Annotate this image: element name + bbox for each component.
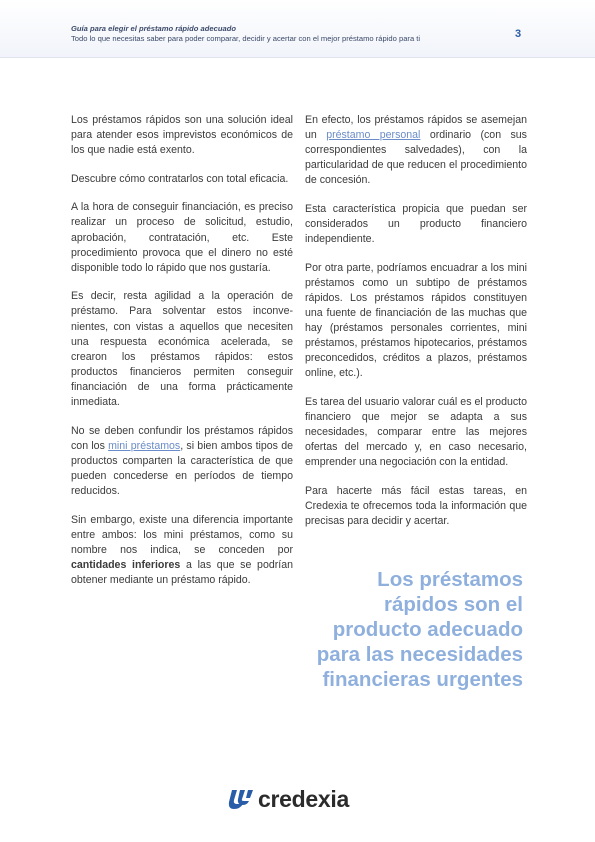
brand-name: credexia [258,785,349,812]
credexia-logo-mark-icon [228,787,256,811]
paragraph: Esta característica propicia que puedan ser considerados un producto financiero independiente. [305,202,527,246]
paragraph-text: , si bien ambos tipos de productos comparten la característica de que pueden concederse en períodos de tiempo reducidos. [71,439,294,497]
left-column [71,113,293,602]
prestamo-personal-link[interactable]: préstamo personal [326,129,421,142]
pull-quote: Los préstamos rápidos son el producto adecuado para las necesidades financieras urgentes [316,568,523,691]
paragraph [71,513,293,588]
paragraph [71,424,293,499]
paragraph: Los préstamos rápidos son una solución ideal para atender esos imprevistos económicos de los que nadie está exento. [71,114,293,157]
page-number: 3 [515,28,522,40]
paragraph: Es tarea del usuario valorar cuál es el producto financiero que mejor se adapta a sus necesidades, comparar entre las mejores ofertas del mercado y, en caso necesario, emprender una negociación con la entidad. [305,396,527,469]
paragraph-text: Sin embargo, existe una diferencia importante entre ambos: los mini préstamos, como su nombre nos indica, se conceden por [71,513,293,556]
paragraph: A la hora de conseguir financiación, es preciso realizar un proceso de solicitud, estudio, aprobación, contratación, etc. Este procedimiento provoca que el dinero no esté disponible todo lo rápido que nos gustaría. [71,201,293,274]
paragraph: Para hacerte más fácil estas tareas, en Credexia te ofrecemos toda la información que precisas para decidir y acertar. [305,484,527,528]
paragraph-text: ordinario (con sus correspondientes salvedades), con la particularidad de que reducen el procedimiento de concesión. [305,129,527,187]
paragraph: Es decir, resta agilidad a la operación de préstamo. Para solventar estos inconvenientes, con vistas a aquellos que necesiten una respuesta económica acelerada, se crearon los préstamos rápidos: estos productos financieros permiten conseguir financiación de una forma prácticamente inmediata. [71,290,293,408]
right-column [305,113,527,543]
paragraph-text: a las que se podrían obtener mediante un préstamo rápido. [71,558,293,586]
paragraph-text: En efecto, los préstamos rápidos se asemejan un [305,114,527,142]
header-title: Guía para elegir el préstamo rápido adecuado [71,24,237,33]
paragraph: Por otra parte, podríamos encuadrar a los mini préstamos como un subtipo de préstamos rápidos. Los préstamos rápidos constituyen una fuente de financiación de las muchas que hay (préstamos personales corrientes, mini préstamos, préstamos hipotecarios, préstamos preconcedidos, créditos a plazos, préstamos online, etc.). [305,261,527,380]
bold-text: cantidades inferiores [71,558,181,571]
paragraph-text: No se deben confundir los préstamos rápidos con los [71,424,293,452]
page-header [0,0,595,58]
paragraph [305,113,527,188]
mini-prestamos-link[interactable]: mini préstamos [108,439,181,452]
paragraph: Descubre cómo contratarlos con total eficacia. [71,172,289,185]
header-subtitle: Todo lo que necesitas saber para poder comparar, decidir y acertar con el mejor préstamo rápido para ti [71,34,421,43]
brand-logo[interactable] [228,784,349,814]
